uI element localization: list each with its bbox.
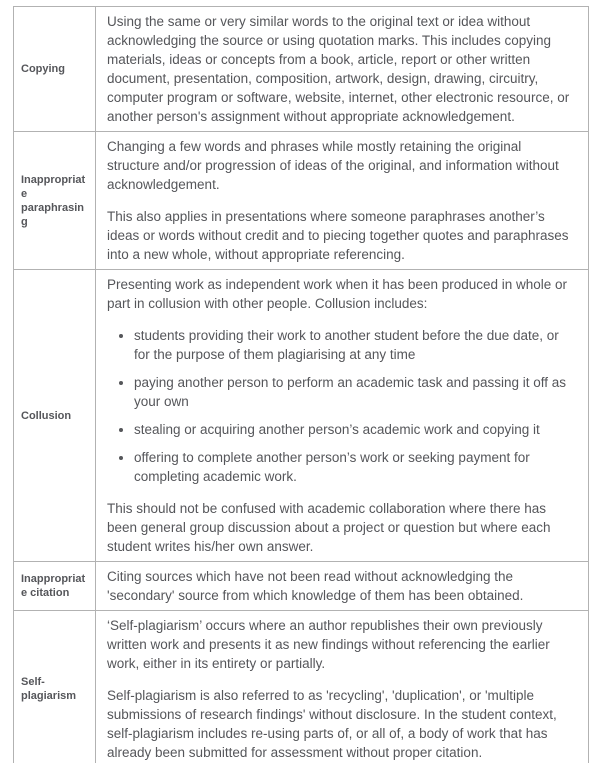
description-paragraph: This also applies in presentations where someone paraphrases another’s ideas or words without credit and to piecing together quotes and paraphrases into a new whole, without appropriate referencing. [107, 209, 569, 262]
row-description [96, 611, 589, 763]
description-paragraph: Changing a few words and phrases while mostly retaining the original structure and/or progression of ideas of the original, and information without acknowledgement. [107, 139, 559, 192]
table-row [14, 7, 589, 132]
row-description [96, 562, 589, 611]
table-row [14, 132, 589, 270]
row-label: Copying [14, 7, 96, 132]
row-description [96, 7, 589, 132]
row-description [96, 132, 589, 270]
bullet-item: • students providing their work to another student before the due date, or for the purpose of them plagiarising at any time [134, 326, 577, 364]
table-body [14, 7, 589, 763]
description-paragraph: Self-plagiarism is also referred to as 'recycling', 'duplication', or 'multiple submissions of research findings' without disclosure. In the student context, self-plagiarism includes re-using parts of, or all of, a body of work that has already been submitted for assessment without proper citation. [107, 688, 557, 760]
bullet-item: • offering to complete another person’s work or seeking payment for completing academic work. [134, 448, 577, 486]
bullet-item: • stealing or acquiring another person’s academic work and copying it [134, 420, 577, 439]
row-description [96, 270, 589, 562]
row-label: Inappropriate paraphrasing [14, 132, 96, 270]
bullet-list [107, 326, 577, 486]
row-label: Collusion [14, 270, 96, 562]
description-paragraph: Using the same or very similar words to the original text or idea without acknowledging the source or using quotation marks. This includes copying materials, ideas or concepts from a book, article, report or other written document, presentation, composition, artwork, design, drawing, circuitry, computer program or software, website, internet, other electronic resource, or another person's assignment without appropriate acknowledgement. [107, 14, 570, 124]
table-row [14, 562, 589, 611]
description-paragraph: ‘Self-plagiarism’ occurs where an author republishes their own previously written work and presents it as new findings without referencing the earlier work, either in its entirety or partially. [107, 618, 550, 671]
table-row [14, 270, 589, 562]
description-paragraph: Citing sources which have not been read without acknowledging the 'secondary' source from which knowledge of them has been obtained. [107, 569, 524, 603]
bullet-item: • paying another person to perform an academic task and passing it off as your own [134, 373, 577, 411]
row-label: Inappropriate citation [14, 562, 96, 611]
table-row [14, 611, 589, 763]
description-paragraph: Presenting work as independent work when it has been produced in whole or part in collusion with other people. Collusion includes: [107, 277, 568, 311]
row-label: Self-plagiarism [14, 611, 96, 763]
plagiarism-types-table [13, 6, 589, 763]
description-paragraph: This should not be confused with academic collaboration where there has been general group discussion about a project or question but where each student writes his/her own answer. [107, 501, 551, 554]
